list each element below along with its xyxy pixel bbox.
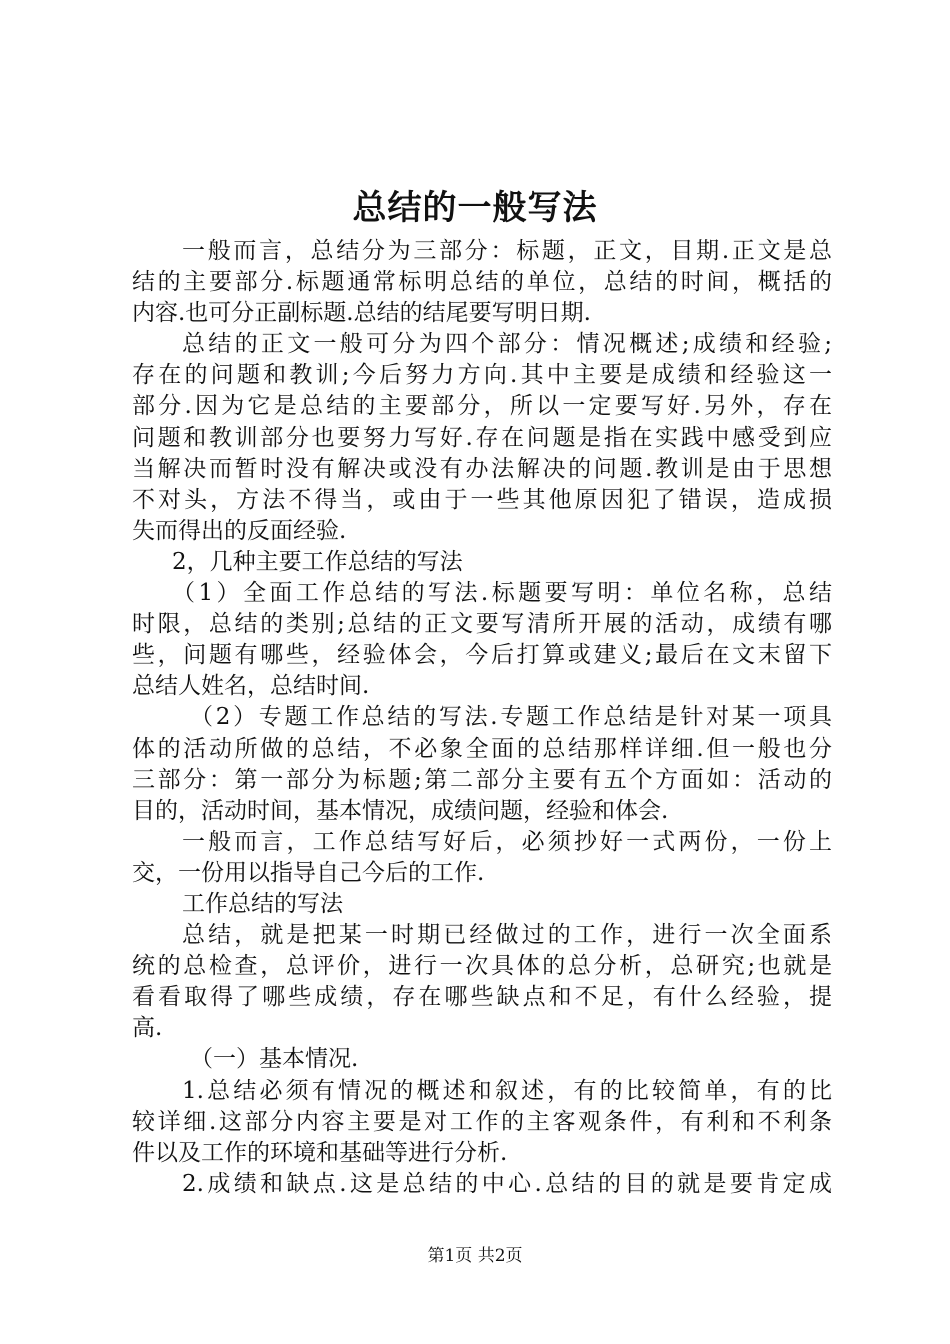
text-line: 2.成绩和缺点.这是总结的中心.总结的目的就是要肯定成 bbox=[182, 1170, 832, 1197]
text-line: 问题和教训部分也要努力写好.存在问题是指在实践中感受到应 bbox=[132, 424, 832, 451]
text-line: 统的总检查，总评价，进行一次具体的总分析，总研究;也就是 bbox=[132, 953, 832, 980]
text-line: 看看取得了哪些成绩，存在哪些缺点和不足，有什么经验，提 bbox=[132, 984, 832, 1011]
text-line: 目的，活动时间，基本情况，成绩问题，经验和体会. bbox=[132, 797, 669, 824]
text-line: 存在的问题和教训;今后努力方向.其中主要是成绩和经验这一 bbox=[132, 362, 832, 389]
text-line: （2）专题工作总结的写法.专题工作总结是针对某一项具 bbox=[190, 704, 832, 731]
text-line: 当解决而暂时没有解决或没有办法解决的问题.教训是由于思想 bbox=[132, 455, 832, 482]
text-line: 失而得出的反面经验. bbox=[132, 517, 347, 544]
text-line: 体的活动所做的总结，不必象全面的总结那样详细.但一般也分 bbox=[132, 735, 832, 762]
text-line: 总结，就是把某一时期已经做过的工作，进行一次全面系 bbox=[182, 922, 832, 949]
text-line: 不对头，方法不得当，或由于一些其他原因犯了错误，造成损 bbox=[132, 486, 832, 513]
text-line: 件以及工作的环境和基础等进行分析. bbox=[132, 1139, 508, 1166]
text-line: 结的主要部分.标题通常标明总结的单位，总结的时间，概括的 bbox=[132, 269, 832, 296]
text-line: 总结的正文一般可分为四个部分：情况概述;成绩和经验; bbox=[182, 331, 832, 358]
section-heading: 2，几种主要工作总结的写法 bbox=[172, 548, 463, 575]
text-line: 时限，总结的类别;总结的正文要写清所开展的活动，成绩有哪 bbox=[132, 611, 832, 638]
text-line: 内容.也可分正副标题.总结的结尾要写明日期. bbox=[132, 300, 591, 327]
text-line: 较详细.这部分内容主要是对工作的主客观条件，有利和不利条 bbox=[132, 1108, 832, 1135]
section-heading: （一）基本情况. bbox=[190, 1046, 359, 1073]
page-footer: 第1页 共2页 bbox=[427, 1246, 523, 1266]
text-line: 一般而言，工作总结写好后，必须抄好一式两份，一份上 bbox=[182, 828, 832, 855]
text-line: 1.总结必须有情况的概述和叙述，有的比较简单，有的比 bbox=[182, 1077, 832, 1104]
text-line: （1）全面工作总结的写法.标题要写明：单位名称，总结 bbox=[172, 580, 832, 607]
text-line: 总结人姓名，总结时间. bbox=[132, 673, 370, 700]
text-line: 三部分：第一部分为标题;第二部分主要有五个方面如：活动的 bbox=[132, 766, 832, 793]
text-line: 交，一份用以指导自己今后的工作. bbox=[132, 859, 485, 886]
section-heading: 工作总结的写法 bbox=[182, 890, 343, 917]
text-line: 些，问题有哪些，经验体会，今后打算或建义;最后在文末留下 bbox=[132, 642, 832, 669]
document-body bbox=[132, 236, 832, 1200]
text-line: 一般而言，总结分为三部分：标题，正文，目期.正文是总 bbox=[182, 238, 832, 264]
text-line: 高. bbox=[132, 1015, 163, 1042]
text-line: 部分.因为它是总结的主要部分，所以一定要写好.另外，存在 bbox=[132, 393, 832, 420]
document-title: 总结的一般写法 bbox=[352, 188, 598, 228]
